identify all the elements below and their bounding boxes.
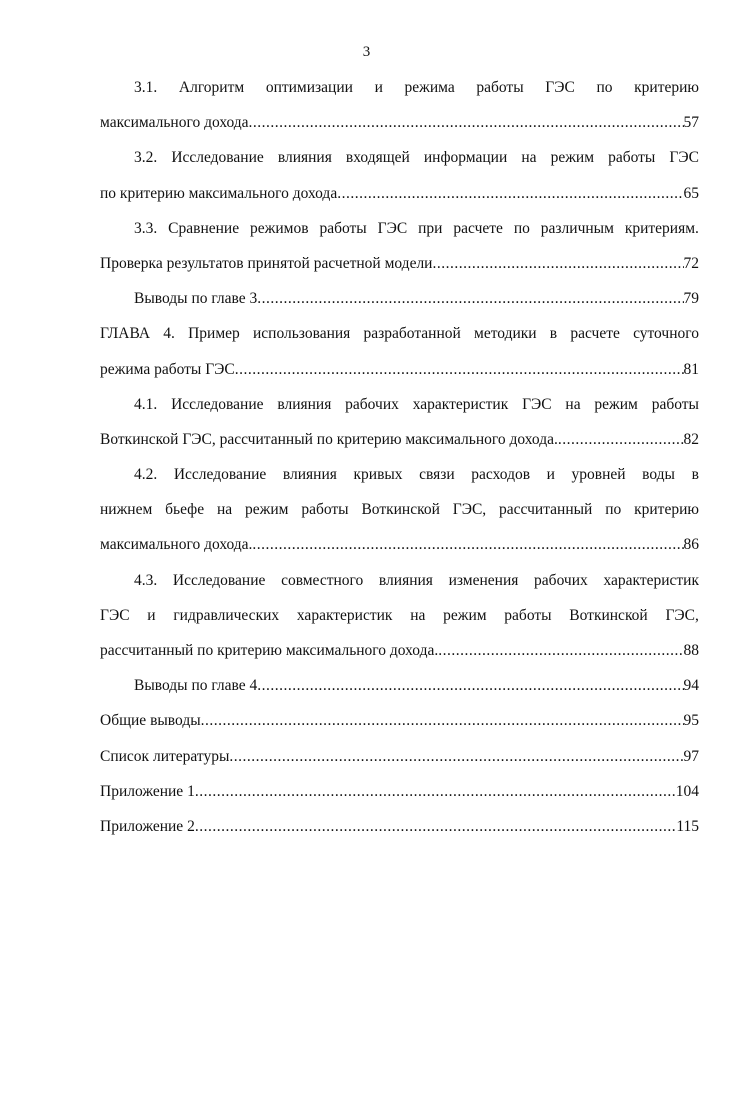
dot-leader: [252, 527, 683, 562]
word: Исследование: [171, 395, 264, 413]
word: критериям.: [624, 219, 699, 237]
word: ГЭС: [669, 149, 699, 167]
word: связи: [419, 466, 455, 484]
toc-entry-appendix-2-line: [100, 809, 699, 844]
word: 4.: [163, 325, 175, 343]
word: влияния: [378, 571, 433, 589]
toc-text: максимального дохода: [100, 114, 249, 132]
toc-page-number: 65: [683, 184, 699, 202]
word: характеристик: [296, 606, 393, 624]
word: при: [418, 219, 443, 237]
word: воды: [642, 466, 675, 484]
word: режима: [404, 79, 455, 96]
word: характеристик: [603, 571, 699, 589]
word: изменения: [448, 571, 519, 589]
word: 3.1.: [134, 79, 158, 96]
word: работы: [651, 395, 699, 413]
word: режим: [245, 501, 289, 519]
word: Исследование: [172, 571, 266, 589]
word: режим: [550, 149, 595, 167]
word: входящей: [345, 149, 410, 167]
word: в: [691, 466, 699, 484]
toc-entry-conclusions-3-line: [100, 281, 699, 316]
toc-page-number: 115: [676, 817, 699, 835]
dot-leader: [195, 774, 676, 809]
word: Воткинской: [361, 501, 440, 519]
dot-leader: [257, 281, 683, 316]
word: режимов: [250, 219, 309, 237]
toc-entry-3-1-line1: [100, 70, 699, 105]
word: работы: [476, 79, 524, 96]
toc-entry-general-conclusions[interactable]: [100, 703, 699, 738]
dot-leader: [195, 809, 676, 844]
toc-entry-references[interactable]: [100, 739, 699, 774]
word: расходов: [471, 466, 531, 484]
word: 3.3.: [134, 219, 158, 237]
word: оптимизации: [265, 79, 353, 96]
toc-entry-chapter-4[interactable]: [100, 316, 699, 386]
word: в: [549, 325, 558, 343]
dot-leader: [229, 739, 683, 774]
page-number: 3: [362, 44, 371, 60]
word: и: [147, 606, 156, 624]
toc-entry-general-conclusions-line: [100, 703, 699, 738]
word: разработанной: [363, 325, 461, 343]
word: на: [521, 149, 537, 167]
word: ГЭС: [522, 395, 552, 413]
toc-page-number: 95: [683, 712, 699, 730]
toc-entry-4-1-line1: [100, 387, 699, 422]
word: критерию: [634, 501, 699, 519]
word: режим: [443, 606, 487, 624]
toc-entry-3-2-line2: [100, 176, 699, 211]
word: рабочих: [345, 395, 399, 413]
word: кривых: [353, 466, 403, 484]
dot-leader: [432, 246, 683, 281]
word: влияния: [277, 149, 332, 167]
toc-entry-references-line: [100, 739, 699, 774]
toc-entry-4-3-line3: [100, 633, 699, 668]
word: и: [546, 466, 555, 484]
word: Пример: [188, 325, 240, 343]
toc-text: режима работы ГЭС: [100, 360, 235, 378]
word: Алгоритм: [178, 79, 245, 96]
word: Исследование: [173, 466, 267, 484]
word: совместного: [281, 571, 364, 589]
toc-text: Выводы по главе 4: [134, 677, 258, 695]
word: 4.3.: [134, 571, 158, 589]
toc-page-number: 97: [683, 747, 699, 765]
toc-entry-chapter-4-line1: [100, 316, 699, 351]
toc-page-number: 104: [675, 782, 699, 800]
word: ГЭС: [545, 79, 575, 96]
toc-entry-conclusions-4[interactable]: [100, 668, 699, 703]
toc-entry-4-2[interactable]: [100, 457, 699, 563]
word: по: [596, 79, 613, 96]
toc-text: по критерию максимального дохода: [100, 184, 338, 202]
word: работы: [301, 501, 349, 519]
word: бьефе: [165, 501, 205, 519]
table-of-contents: [100, 70, 699, 844]
word: ГЭС,: [665, 606, 699, 624]
word: использования: [252, 325, 351, 343]
word: методики: [474, 325, 537, 343]
word: и: [374, 79, 383, 96]
word: работы: [608, 149, 656, 167]
dot-leader: [558, 422, 684, 457]
toc-text: рассчитанный по критерию максимального дохода.: [100, 642, 439, 659]
toc-entry-chapter-4-line2: [100, 352, 699, 387]
word: на: [216, 501, 233, 519]
word: суточного: [633, 325, 699, 343]
toc-entry-3-2-line1: [100, 140, 699, 175]
word: рассчитанный: [499, 501, 593, 519]
toc-entry-4-3-line1: [100, 563, 699, 598]
toc-entry-4-2-line1: [100, 457, 699, 492]
toc-text: Проверка результатов принятой расчетной модели: [100, 254, 433, 272]
word: различным: [540, 219, 614, 237]
word: расчете: [570, 325, 620, 343]
word: Исследование: [171, 149, 264, 167]
toc-text: Список литературы: [100, 747, 230, 765]
word: влияния: [282, 466, 337, 484]
toc-entry-3-2[interactable]: [100, 140, 699, 210]
toc-page-number: 72: [683, 254, 699, 272]
toc-page-number: 81: [683, 360, 699, 378]
toc-page-number: 57: [683, 114, 699, 132]
toc-text: Приложение 2: [100, 817, 195, 835]
word: ГЭС,: [452, 501, 487, 519]
word: ГЛАВА: [100, 325, 151, 343]
word: информации: [423, 149, 508, 167]
word: расчете: [453, 219, 503, 237]
toc-entry-appendix-2[interactable]: [100, 809, 699, 844]
toc-page-number: 79: [683, 290, 699, 308]
word: критерию: [634, 79, 699, 96]
dot-leader: [257, 668, 683, 703]
word: работы: [319, 219, 367, 237]
toc-entry-4-3-line2: [100, 598, 699, 633]
toc-entry-appendix-1-line: [100, 774, 699, 809]
word: на: [410, 606, 426, 624]
word: рабочих: [534, 571, 588, 589]
toc-entry-3-1[interactable]: [100, 70, 699, 140]
toc-entry-4-2-line3: [100, 527, 699, 562]
toc-text: Выводы по главе 3: [134, 290, 258, 308]
word: работы: [504, 606, 552, 624]
toc-entry-4-1-line2: [100, 422, 699, 457]
word: по: [605, 501, 622, 519]
toc-text: Приложение 1: [100, 782, 195, 800]
word: нижнем: [100, 501, 153, 519]
word: ГЭС: [377, 219, 408, 237]
dot-leader: [235, 352, 684, 387]
toc-entry-4-1[interactable]: [100, 387, 699, 457]
word: по: [513, 219, 530, 237]
word: влияния: [277, 395, 332, 413]
toc-entry-4-3[interactable]: [100, 563, 699, 669]
toc-page-number: 82: [683, 430, 699, 448]
toc-entry-3-3-line1: [100, 211, 699, 246]
dot-leader: [201, 703, 684, 738]
word: характеристик: [412, 395, 509, 413]
word: Воткинской: [569, 606, 648, 624]
word: 3.2.: [134, 149, 158, 167]
toc-page-number: 86: [683, 536, 699, 554]
word: ГЭС: [100, 606, 130, 624]
toc-text: Воткинской ГЭС, рассчитанный по критерию максимального дохода.: [100, 430, 558, 448]
toc-entry-conclusions-3[interactable]: [100, 281, 699, 316]
word: уровней: [571, 466, 626, 484]
word: 4.2.: [134, 466, 158, 484]
dot-leader: [438, 633, 683, 668]
toc-page-number: 88: [683, 642, 699, 659]
toc-entry-3-1-line2: [100, 105, 699, 140]
word: 4.1.: [134, 395, 158, 413]
toc-entry-3-3-line2: [100, 246, 699, 281]
toc-page-number: 94: [683, 677, 699, 695]
toc-text: максимального дохода.: [100, 536, 253, 554]
toc-entry-conclusions-4-line: [100, 668, 699, 703]
dot-leader: [249, 105, 684, 140]
word: Сравнение: [168, 219, 240, 237]
word: режим: [594, 395, 638, 413]
toc-text: Общие выводы: [100, 712, 201, 730]
word: на: [565, 395, 581, 413]
dot-leader: [337, 176, 683, 211]
toc-entry-appendix-1[interactable]: [100, 774, 699, 809]
word: гидравлических: [173, 606, 280, 624]
toc-entry-3-3[interactable]: [100, 211, 699, 281]
toc-entry-4-2-line2: [100, 492, 699, 527]
